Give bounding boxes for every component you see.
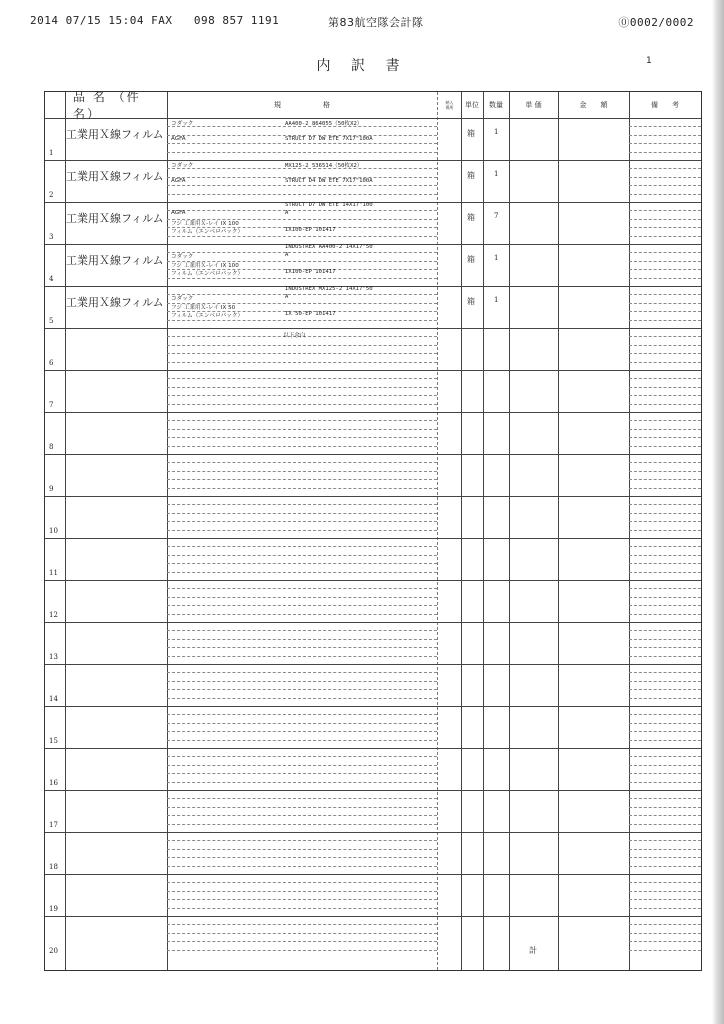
remarks-subline [629, 614, 701, 615]
spec-subline [167, 429, 437, 430]
spec-subline [167, 395, 437, 396]
row-number: 5 [49, 317, 54, 325]
document-title: 内 訳 書 [316, 58, 408, 74]
remarks-subline [629, 891, 701, 892]
spec-line-right: STRUCT D7 DW ETE 7X17"100A [285, 136, 373, 142]
spec-subline [167, 773, 437, 774]
row-number: 16 [49, 779, 58, 787]
remarks-subline [629, 219, 701, 220]
remarks-subline [629, 126, 701, 127]
spec-subline [167, 815, 437, 816]
remarks-subline [629, 420, 701, 421]
item-quantity: 1 [494, 254, 499, 262]
spec-subline [167, 294, 437, 295]
remarks-subline [629, 294, 701, 295]
row-divider [45, 790, 701, 791]
spec-subline [167, 387, 437, 388]
spec-subline [167, 488, 437, 489]
spec-subline [167, 714, 437, 715]
spec-subline [167, 941, 437, 942]
remarks-subline [629, 824, 701, 825]
spec-subline [167, 504, 437, 505]
spec-line-left: コダック [171, 254, 194, 261]
row-divider [45, 748, 701, 749]
spec-subline [167, 252, 437, 253]
spec-subline [167, 420, 437, 421]
item-unit: 箱 [467, 171, 475, 180]
row-divider [45, 202, 701, 203]
spec-subline [167, 656, 437, 657]
remarks-subline [629, 672, 701, 673]
page-number: 1 [646, 56, 652, 66]
spec-subline [167, 689, 437, 690]
spec-subline [167, 672, 437, 673]
remarks-subline [629, 908, 701, 909]
row-divider [45, 664, 701, 665]
remarks-subline [629, 689, 701, 690]
spec-subline [167, 924, 437, 925]
spec-line-right: STRUCT D4 DW ETE 7X17"100A [285, 178, 373, 184]
row-divider [45, 370, 701, 371]
remarks-subline [629, 387, 701, 388]
header-delivery-place-text: 納入 場所 [445, 100, 454, 110]
remarks-subline [629, 194, 701, 195]
col-divider [509, 92, 510, 970]
row-divider [45, 832, 701, 833]
remarks-subline [629, 479, 701, 480]
remarks-subline [629, 168, 701, 169]
spec-subline [167, 462, 437, 463]
remarks-subline [629, 588, 701, 589]
row-divider [45, 328, 701, 329]
spec-line-right: A [285, 294, 289, 301]
remarks-subline [629, 698, 701, 699]
spec-line-left: フジ 工業用Ｘ-レイ IX 100 [171, 262, 239, 269]
row-number: 15 [49, 737, 58, 745]
remarks-subline [629, 462, 701, 463]
row-number: 10 [49, 527, 58, 535]
spec-subline [167, 891, 437, 892]
item-name: 工業用Ｘ線フィルム [66, 212, 164, 225]
row-number: 4 [49, 275, 54, 283]
remarks-subline [629, 656, 701, 657]
remarks-subline [629, 521, 701, 522]
remarks-subline [629, 345, 701, 346]
breakdown-table [44, 91, 702, 971]
col-divider [483, 92, 484, 970]
spec-subline [167, 471, 437, 472]
row-number: 14 [49, 695, 58, 703]
spec-line-right: IX100-EP 101417 [285, 269, 336, 276]
spec-subline [167, 698, 437, 699]
remarks-subline [629, 488, 701, 489]
spec-subline [167, 236, 437, 237]
row-number: 11 [49, 569, 58, 577]
remarks-subline [629, 950, 701, 951]
row-divider [45, 412, 701, 413]
spec-subline [167, 345, 437, 346]
spec-subline [167, 765, 437, 766]
remarks-subline [629, 530, 701, 531]
spec-subline [167, 866, 437, 867]
spec-subline [167, 756, 437, 757]
remarks-subline [629, 227, 701, 228]
remarks-subline [629, 185, 701, 186]
spec-subline [167, 572, 437, 573]
spec-subline [167, 882, 437, 883]
spec-subline [167, 378, 437, 379]
remarks-subline [629, 882, 701, 883]
spec-subline [167, 840, 437, 841]
spec-subline [167, 639, 437, 640]
spec-subline [167, 630, 437, 631]
spec-subline [167, 194, 437, 195]
row-number: 17 [49, 821, 58, 829]
spec-line-right: MX125-2 536514（50枚X2） [285, 163, 363, 170]
header-amount: 金 額 [579, 101, 608, 109]
row-divider [45, 286, 701, 287]
spec-subline [167, 605, 437, 606]
remarks-subline [629, 630, 701, 631]
remarks-subline [629, 639, 701, 640]
spec-line-left: AGFA [171, 178, 186, 184]
spec-line-left: フジ 工業用Ｘ-レイ IX 100 [171, 220, 239, 227]
remarks-subline [629, 773, 701, 774]
spec-subline [167, 798, 437, 799]
spec-line-left: コダック [171, 121, 194, 128]
remarks-subline [629, 555, 701, 556]
row-number: 12 [49, 611, 58, 619]
item-quantity: 1 [494, 128, 499, 136]
row-number: 3 [49, 233, 54, 241]
remarks-subline [629, 395, 701, 396]
row-number: 13 [49, 653, 58, 661]
item-unit: 箱 [467, 129, 475, 138]
remarks-subline [629, 782, 701, 783]
remarks-subline [629, 681, 701, 682]
spec-subline [167, 404, 437, 405]
spec-subline [167, 647, 437, 648]
remarks-subline [629, 597, 701, 598]
spec-subline [167, 933, 437, 934]
remarks-subline [629, 714, 701, 715]
spec-subline [167, 479, 437, 480]
spec-subline [167, 807, 437, 808]
spec-subline [167, 740, 437, 741]
item-unit: 箱 [467, 255, 475, 264]
spec-subline [167, 597, 437, 598]
remarks-subline [629, 320, 701, 321]
row-divider [45, 496, 701, 497]
spec-line-left: コダック [171, 296, 194, 303]
spec-subline [167, 555, 437, 556]
spec-subline [167, 353, 437, 354]
spec-line-right: IX100-EP 101417 [285, 227, 336, 234]
remarks-subline [629, 135, 701, 136]
item-quantity: 7 [494, 212, 499, 220]
row-divider [45, 244, 701, 245]
header-remarks: 備 考 [651, 101, 679, 109]
spec-subline [167, 950, 437, 951]
spec-subline [167, 782, 437, 783]
remarks-subline [629, 840, 701, 841]
remarks-subline [629, 143, 701, 144]
total-label: 計 [529, 946, 537, 955]
spec-subline [167, 857, 437, 858]
spec-subline [167, 681, 437, 682]
remarks-subline [629, 504, 701, 505]
spec-subline [167, 723, 437, 724]
spec-line-right: INDUSTREX AA400-2 14X17"50 [285, 244, 373, 250]
remarks-subline [629, 429, 701, 430]
remarks-subline [629, 261, 701, 262]
row-number: 19 [49, 905, 58, 913]
header-spec: 規 格 [274, 101, 330, 109]
spec-subline [167, 563, 437, 564]
header-delivery-place [438, 92, 461, 118]
remarks-subline [629, 798, 701, 799]
remarks-subline [629, 765, 701, 766]
remarks-subline [629, 303, 701, 304]
remarks-subline [629, 210, 701, 211]
fax-number: 098 857 1191 [193, 14, 280, 27]
header-name: 品 名 （件 名） [73, 90, 141, 121]
row-number: 8 [49, 443, 54, 451]
spec-line-left: AGFA [171, 136, 186, 142]
row-number: 7 [49, 401, 54, 409]
remarks-subline [629, 152, 701, 153]
spec-line-left: フィルム（エンベロパック） [171, 229, 244, 236]
spec-line-right: STRUCT D7 DW ETE 14X17"100 [285, 202, 373, 208]
spec-subline [167, 362, 437, 363]
remarks-subline [629, 311, 701, 312]
remarks-subline [629, 899, 701, 900]
spec-subline [167, 210, 437, 211]
item-name: 工業用Ｘ線フィルム [66, 170, 164, 183]
row-divider [45, 874, 701, 875]
remarks-subline [629, 572, 701, 573]
remarks-subline [629, 177, 701, 178]
remarks-subline [629, 857, 701, 858]
remarks-subline [629, 236, 701, 237]
col-divider [558, 92, 559, 970]
row-divider [45, 160, 701, 161]
col-divider [461, 92, 462, 970]
row-number: 9 [49, 485, 54, 493]
spec-subline [167, 437, 437, 438]
spec-subline [167, 908, 437, 909]
spec-line-left: フジ 工業用Ｘ-レイ IX 50 [171, 304, 236, 311]
row-divider [45, 622, 701, 623]
spec-subline [167, 521, 437, 522]
spec-subline [167, 278, 437, 279]
fax-datetime-text: 2014 07/15 15:04 FAX [30, 14, 173, 27]
item-name: 工業用Ｘ線フィルム [66, 296, 164, 309]
spec-subline [167, 143, 437, 144]
row-divider [45, 706, 701, 707]
item-quantity: 1 [494, 296, 499, 304]
spec-subline [167, 530, 437, 531]
remarks-subline [629, 437, 701, 438]
spec-subline [167, 588, 437, 589]
remarks-subline [629, 446, 701, 447]
remarks-subline [629, 807, 701, 808]
header-divider [45, 118, 701, 119]
spec-subline [167, 546, 437, 547]
remarks-subline [629, 546, 701, 547]
remarks-subline [629, 404, 701, 405]
remarks-subline [629, 933, 701, 934]
fax-header [30, 14, 694, 30]
row-number: 6 [49, 359, 54, 367]
spec-subline [167, 899, 437, 900]
remarks-subline [629, 563, 701, 564]
spec-subline [167, 824, 437, 825]
remarks-subline [629, 278, 701, 279]
spec-subline [167, 446, 437, 447]
item-unit: 箱 [467, 213, 475, 222]
spec-line-right: INDUSTREX MX125-2 14X17"50 [285, 286, 373, 292]
row-number: 2 [49, 191, 54, 199]
fax-datetime [30, 14, 279, 27]
remarks-subline [629, 866, 701, 867]
header-unit: 単位 [465, 101, 479, 109]
scan-edge-shadow [712, 0, 724, 1024]
spec-line-right: IX 50-EP 101417 [285, 311, 336, 318]
spec-subline [167, 152, 437, 153]
remarks-subline [629, 647, 701, 648]
remarks-subline [629, 336, 701, 337]
remarks-subline [629, 815, 701, 816]
remarks-subline [629, 740, 701, 741]
remarks-subline [629, 723, 701, 724]
header-quantity: 数量 [489, 101, 503, 109]
row-divider [45, 916, 701, 917]
spec-line-left: コダック [171, 163, 194, 170]
item-quantity: 1 [494, 170, 499, 178]
remarks-subline [629, 269, 701, 270]
spec-line-right: A [285, 210, 289, 217]
remarks-subline [629, 924, 701, 925]
spec-line-left: フィルム（エンベロパック） [171, 313, 244, 320]
item-name: 工業用Ｘ線フィルム [66, 254, 164, 267]
row-number: 20 [49, 947, 58, 955]
row-divider [45, 454, 701, 455]
remarks-subline [629, 471, 701, 472]
row-divider [45, 580, 701, 581]
spec-line-left: AGFA [171, 210, 186, 217]
item-name: 工業用Ｘ線フィルム [66, 128, 164, 141]
remarks-subline [629, 605, 701, 606]
remarks-subline [629, 941, 701, 942]
remarks-subline [629, 756, 701, 757]
row-number: 18 [49, 863, 58, 871]
spec-line-right: AA400-2 864055（50枚X2） [285, 121, 363, 128]
col-divider [629, 92, 630, 970]
header-unit-price: 単 価 [525, 101, 542, 109]
fax-page-counter: ⓪0002/0002 [618, 16, 694, 29]
remarks-subline [629, 252, 701, 253]
spec-subline [167, 849, 437, 850]
remarks-subline [629, 849, 701, 850]
row-divider [45, 538, 701, 539]
remarks-subline [629, 353, 701, 354]
spec-subline [167, 320, 437, 321]
spec-subline [167, 731, 437, 732]
spec-subline [167, 614, 437, 615]
spec-line-left: フィルム（エンベロパック） [171, 271, 244, 278]
remarks-subline [629, 731, 701, 732]
spec-subline [167, 513, 437, 514]
remarks-subline [629, 362, 701, 363]
item-unit: 箱 [467, 297, 475, 306]
remainder-note: 以下余白 [283, 333, 306, 339]
fax-sender: 第83航空隊会計隊 [328, 16, 424, 29]
col-divider [167, 92, 168, 970]
remarks-subline [629, 513, 701, 514]
spec-subline [167, 185, 437, 186]
spec-line-right: A [285, 252, 289, 259]
row-number: 1 [49, 149, 54, 157]
remarks-subline [629, 378, 701, 379]
col-divider [437, 92, 438, 970]
